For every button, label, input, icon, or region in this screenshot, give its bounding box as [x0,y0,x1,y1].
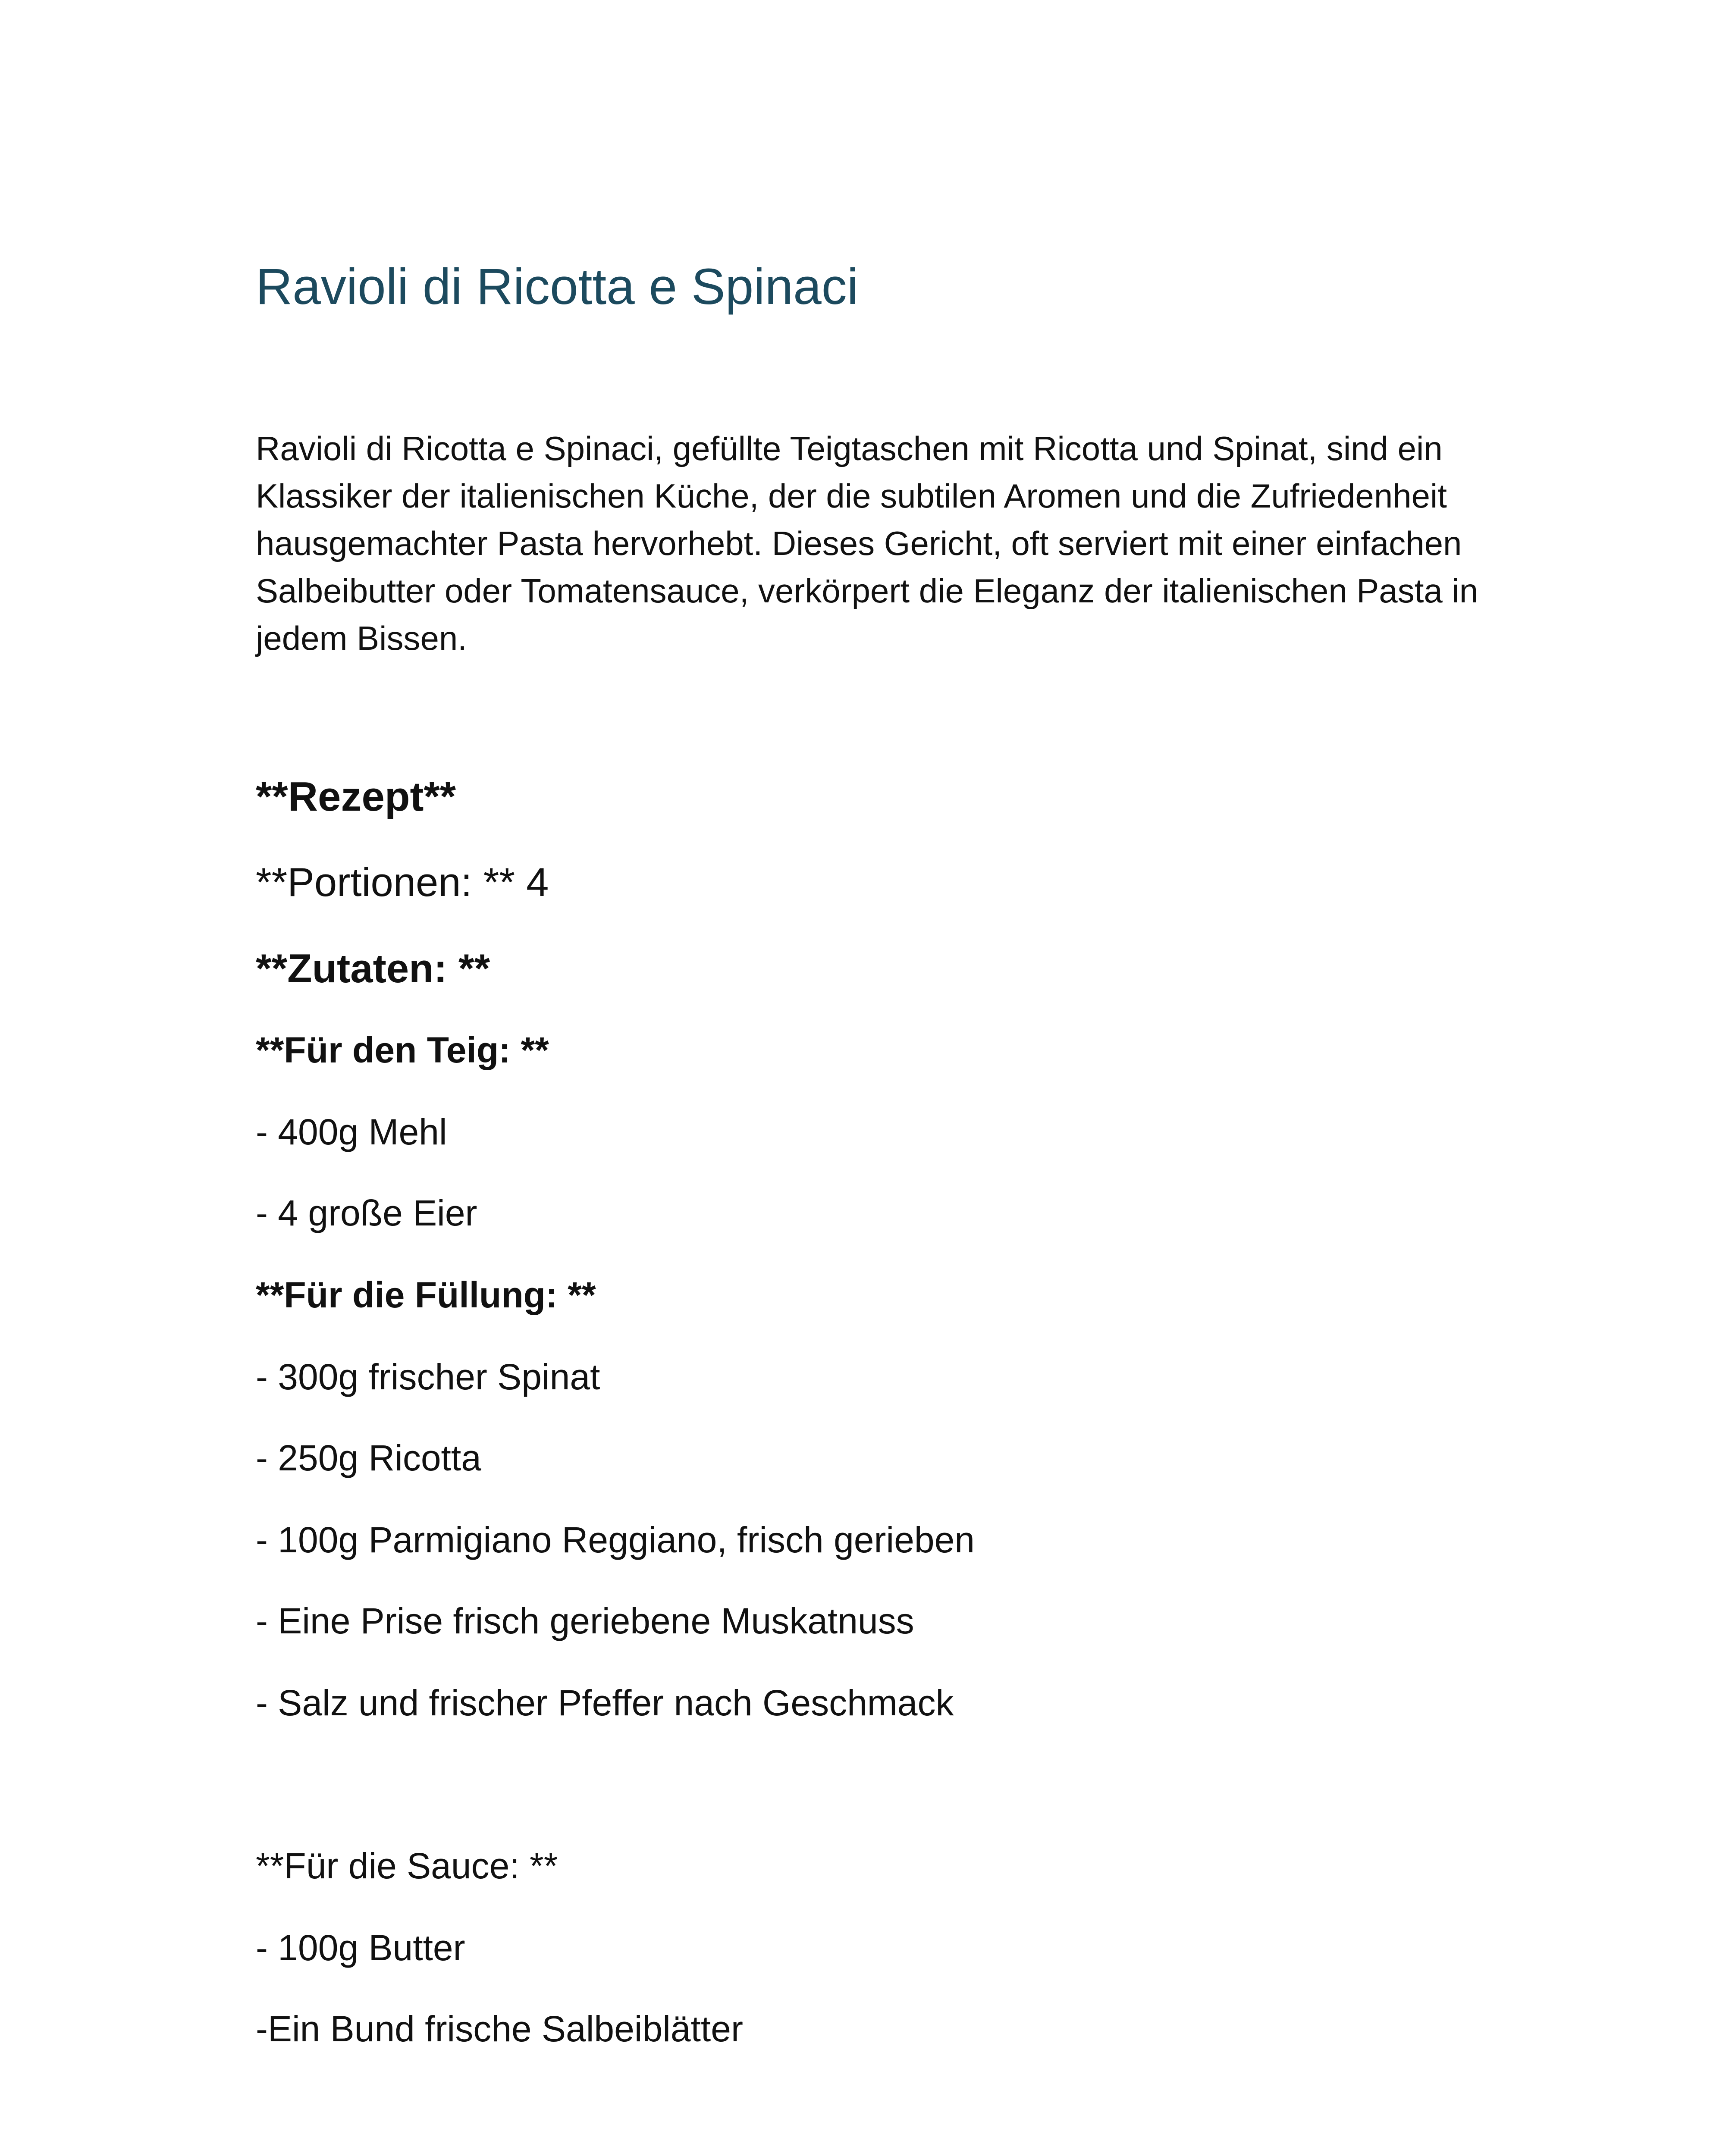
ingredient-item: -Ein Bund frische Salbeiblätter [256,2009,743,2049]
ingredient-item: - 100g Butter [256,1927,465,1968]
ingredient-item: - 100g Parmigiano Reggiano, frisch gerieben [256,1520,975,1560]
ingredient-item: - Eine Prise frisch geriebene Muskatnuss [256,1601,914,1641]
ingredient-item: - 4 große Eier [256,1193,477,1233]
filling-heading: **Für die Füllung: ** [256,1275,596,1315]
sauce-heading: **Für die Sauce: ** [256,1846,558,1886]
portions-line: **Portionen: ** 4 [256,859,549,905]
dough-heading: **Für den Teig: ** [256,1030,549,1070]
recipe-heading: **Rezept** [256,774,456,820]
ingredient-item: - 300g frischer Spinat [256,1357,600,1397]
ingredients-heading: **Zutaten: ** [256,946,490,991]
intro-paragraph: Ravioli di Ricotta e Spinaci, gefüllte Teigtaschen mit Ricotta und Spinat, sind ein Klassiker der italienischen Küche, der die subtilen Aromen und die Zufriedenheit hausgemachter Pasta hervorhebt. Dieses Gericht, oft serviert mit einer einfachen Salbeibutter oder Tomatensauce, verkörpert die Eleganz der italienischen Pasta in jedem Bissen. [256,429,1478,657]
ingredient-item: - 250g Ricotta [256,1438,481,1478]
ingredient-item: - Salz und frischer Pfeffer nach Geschmack [256,1683,954,1723]
recipe-title: Ravioli di Ricotta e Spinaci [256,258,858,315]
ingredient-item: - 400g Mehl [256,1112,447,1152]
